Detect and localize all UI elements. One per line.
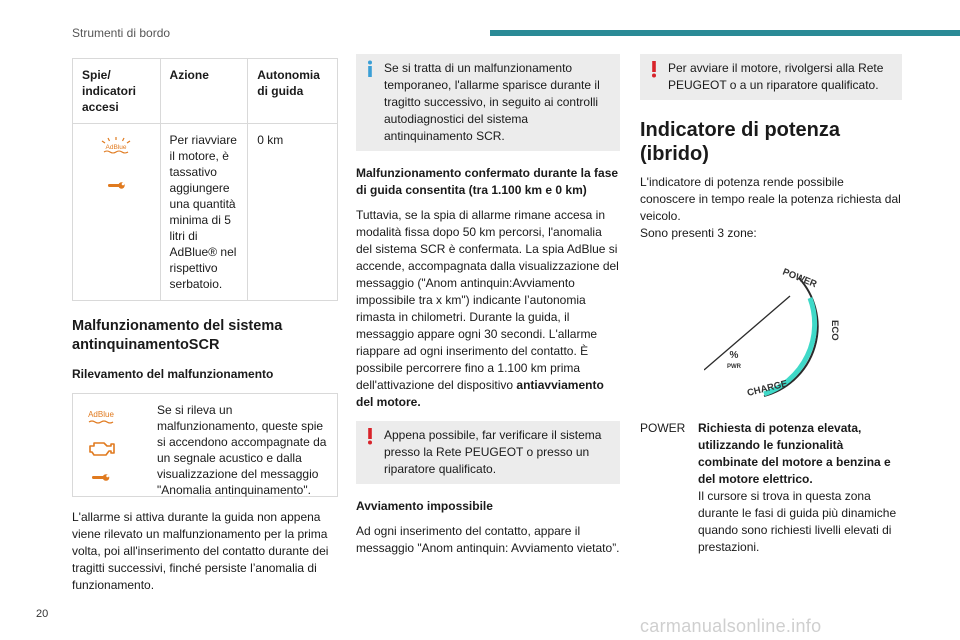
definition-description (698, 420, 902, 556)
subsection-detection: Rilevamento del malfunzionamento (72, 367, 274, 381)
warning-note-text: Per avviare il motore, rivolgersi alla Rete PEUGEOT o a un riparatore qualificato. (668, 61, 884, 92)
page-title: Indicatore di potenza (ibrido) (640, 119, 841, 165)
header-accent-bar (490, 30, 960, 36)
warning-note (356, 421, 620, 484)
gauge-needle (704, 296, 790, 370)
table-header-action: Azione (160, 59, 248, 124)
detection-text: Se si rileva un malfunzionamento, queste spie si accendono accompagnate da un segnale acustico e dalla visualizzazione del messaggio "Anomalia antinquinamento". (157, 403, 327, 497)
gauge-percent-symbol: % (729, 350, 739, 361)
table-header-indicators: Spie/ indicatori accesi (73, 59, 161, 124)
start-text: Ad ogni inserimento del contatto, appare il messaggio "Anom antinquin: Avviamento vietato”. (356, 524, 620, 555)
warning-icon (650, 60, 658, 78)
column-2 (356, 54, 620, 557)
table-action-text: Per riavviare il motore, è tassativo aggiungere una quantità minima di 5 litri di AdBlue® nel rispettivo serbatoio. (160, 124, 248, 301)
indicator-table (72, 58, 338, 301)
adblue-icon-label: AdBlue (88, 410, 114, 419)
section-title-scr: Malfunzionamento del sistema antinquinamentoSCR (72, 318, 283, 353)
warning-icon (366, 427, 374, 445)
wrench-icon (106, 180, 126, 190)
table-icons-cell (73, 124, 161, 301)
engine-warning-icon (90, 443, 114, 455)
definition-text: Il cursore si trova in questa zona durante le fasi di guida più dinamiche quando sono richiesti livelli elevati di prestazioni. (698, 489, 897, 554)
power-gauge (704, 248, 844, 408)
info-icon (366, 60, 374, 78)
gauge-label-charge: CHARGE (746, 378, 789, 399)
column-3 (640, 54, 902, 556)
detection-box (72, 393, 338, 497)
header-section: Strumenti di bordo (72, 26, 171, 40)
definition-bold: Richiesta di potenza elevata, utilizzando le funzionalità combinate del motore a benzina e del motore elettrico. (698, 421, 891, 486)
column-1 (72, 58, 338, 594)
watermark: carmanualsonline.info (640, 616, 822, 636)
gauge-pwr-label: PWR (727, 364, 741, 370)
confirmed-title: Malfunzionamento confermato durante la fase di guida consentita (tra 1.100 km e 0 km) (356, 166, 619, 197)
start-title: Avviamento impossibile (356, 499, 493, 513)
gauge-label-eco: ECO (829, 320, 840, 341)
wrench-icon (92, 474, 109, 481)
gauge-label-power: POWER (780, 266, 819, 291)
table-range-value: 0 km (248, 124, 338, 301)
warning-note (640, 54, 902, 100)
adblue-warning-icon (99, 136, 133, 158)
confirmed-text: Tuttavia, se la spia di allarme rimane accesa in modalità fissa dopo 50 km percorsi, l'anomalia del sistema SCR è confermata. La spia AdBlue si accende, accompagnata dalla visualizzazione del messaggio ("Anom antinquin:Avviamento impossibile tra x km") indicante l’autonomia rimasta in chilometri. Durante la guida, il messaggio appare ogni 30 secondi. L'allarme riappare ad ogni inserimento del contatto. È possibile percorrere fino a 1.100 km prima dell'attivazione del dispositivo (356, 208, 619, 392)
info-note-text: Se si tratta di un malfunzionamento temporaneo, l'allarme sparisce durante il tragitto successivo, in seguito ai controlli autodiagnostici del sistema antinquinamento SCR. (384, 61, 600, 143)
intro-text: L'indicatore di potenza rende possibile conoscere in tempo reale la potenza richiesta dal veicolo. (640, 175, 901, 223)
info-note (356, 54, 620, 151)
confirmed-paragraph (356, 207, 620, 411)
zones-text: Sono presenti 3 zone: (640, 226, 757, 240)
table-header-range: Autonomia di guida (248, 59, 338, 124)
definition-term: POWER (640, 421, 686, 435)
alarm-paragraph: L'allarme si attiva durante la guida non appena viene rilevato un malfunzionamento per la prima volta, poi all'inserimento del contatto durante dei tragitti successivi, finché persiste l’anomalia di funzionamento. (72, 510, 329, 592)
adblue-icon-label: AdBlue (105, 144, 127, 151)
warning-note-text: Appena possibile, far verificare il sistema presso la Rete PEUGEOT o presso un riparatore qualificato. (384, 428, 602, 476)
page-number: 20 (36, 608, 49, 620)
detection-icons (73, 394, 141, 496)
confirmed-bold: antiavviamento del motore. (356, 378, 604, 409)
definition-power (640, 420, 902, 556)
